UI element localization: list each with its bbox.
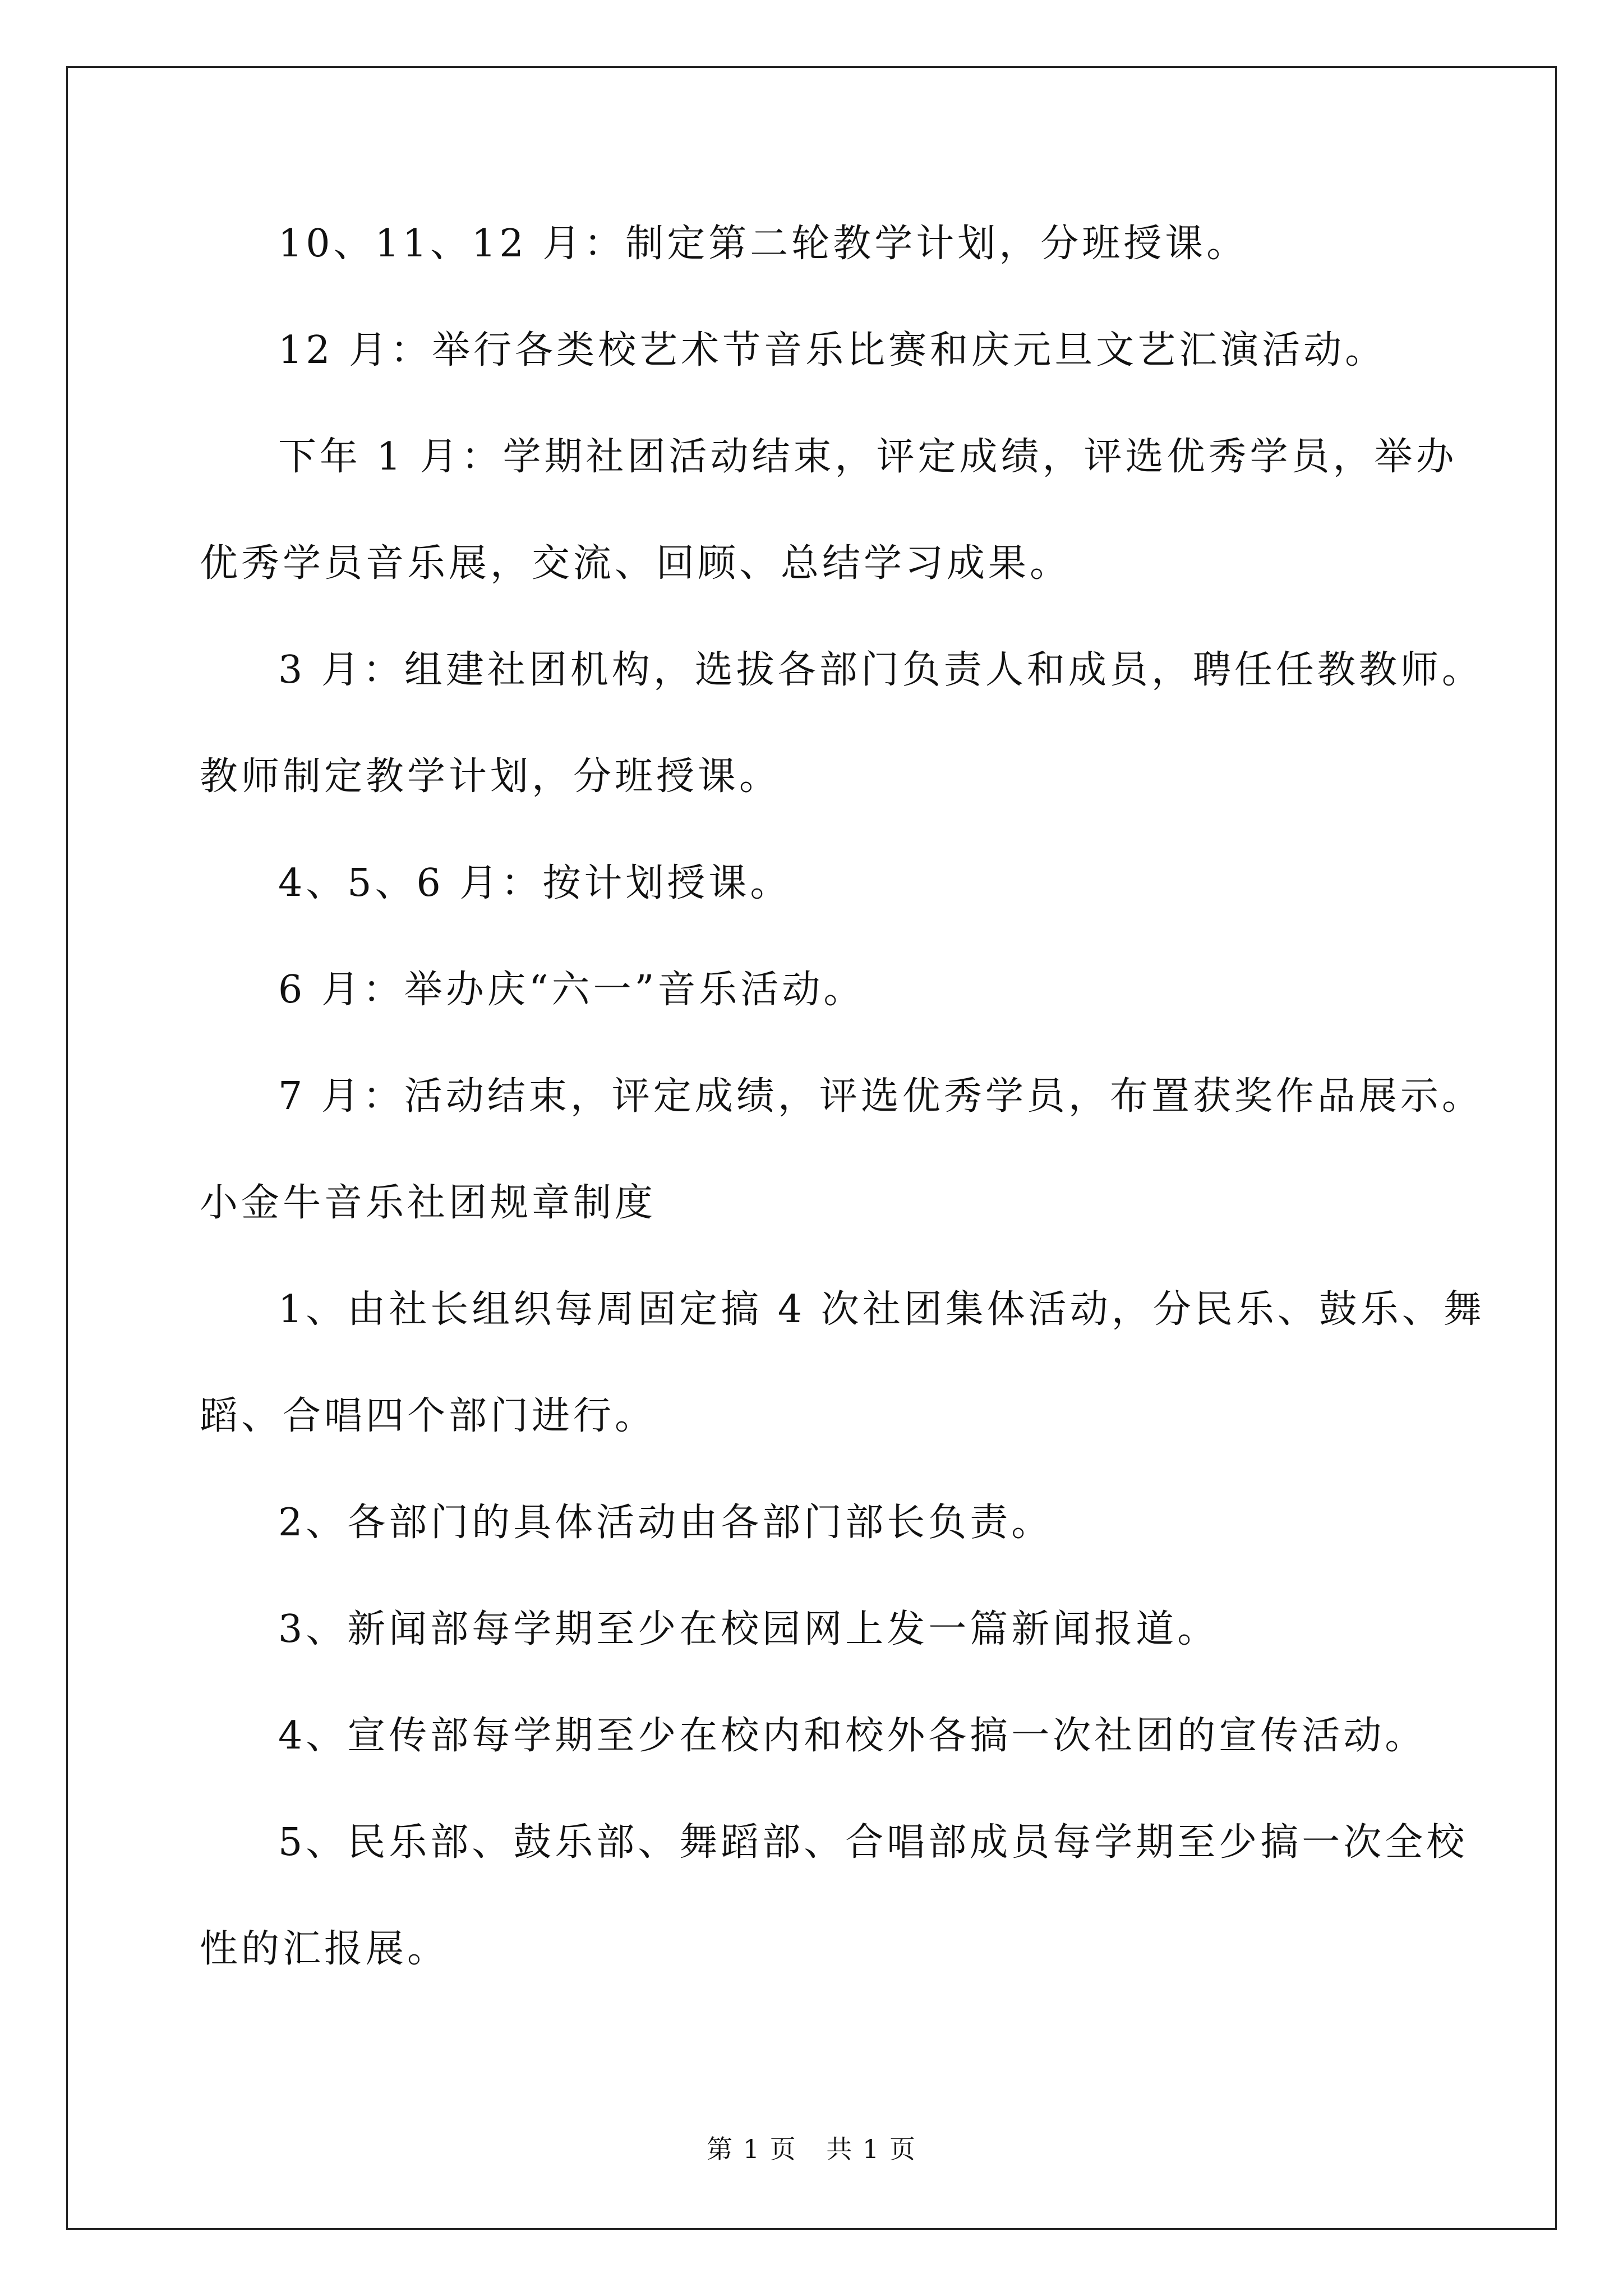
page-number: 第 1 页 <box>707 2134 797 2164</box>
paragraph-line: 12 月：举行各类校艺术节音乐比赛和庆元旦文艺汇演活动。 <box>278 328 1387 372</box>
page-total: 共 1 页 <box>826 2134 916 2164</box>
section-heading: 小金牛音乐社团规章制度 <box>200 1181 657 1225</box>
paragraph-line: 3 月：组建社团机构，选拔各部门负责人和成员，聘任任教教师。 <box>278 648 1483 692</box>
paragraph-line: 下年 1 月：学期社团活动结束，评定成绩，评选优秀学员，举办 <box>278 435 1458 479</box>
paragraph-line: 3、新闻部每学期至少在校园网上发一篇新闻报道。 <box>278 1607 1219 1651</box>
paragraph-line: 5、民乐部、鼓乐部、舞蹈部、合唱部成员每学期至少搞一次全校 <box>278 1820 1468 1865</box>
paragraph-line: 优秀学员音乐展，交流、回顾、总结学习成果。 <box>200 541 1072 586</box>
paragraph-line: 7 月：活动结束，评定成绩，评选优秀学员，布置获奖作品展示。 <box>278 1074 1483 1119</box>
paragraph-line: 2、各部门的具体活动由各部门部长负责。 <box>278 1501 1053 1545</box>
paragraph-line: 10、11、12 月：制定第二轮教学计划，分班授课。 <box>278 222 1248 266</box>
paragraph-line: 1、由社长组织每周固定搞 4 次社团集体活动，分民乐、鼓乐、舞 <box>278 1287 1485 1332</box>
paragraph-line: 6 月：举办庆“六一”音乐活动。 <box>278 968 865 1012</box>
paragraph-line: 4、5、6 月：按计划授课。 <box>278 861 792 905</box>
paragraph-line: 4、宣传部每学期至少在校内和校外各搞一次社团的宣传活动。 <box>278 1714 1427 1758</box>
page-border <box>66 66 1557 2230</box>
paragraph-line: 教师制定教学计划，分班授课。 <box>200 754 781 799</box>
paragraph-line: 性的汇报展。 <box>200 1927 449 1971</box>
paragraph-line: 蹈、合唱四个部门进行。 <box>200 1394 657 1438</box>
page-footer <box>0 2129 1623 2166</box>
